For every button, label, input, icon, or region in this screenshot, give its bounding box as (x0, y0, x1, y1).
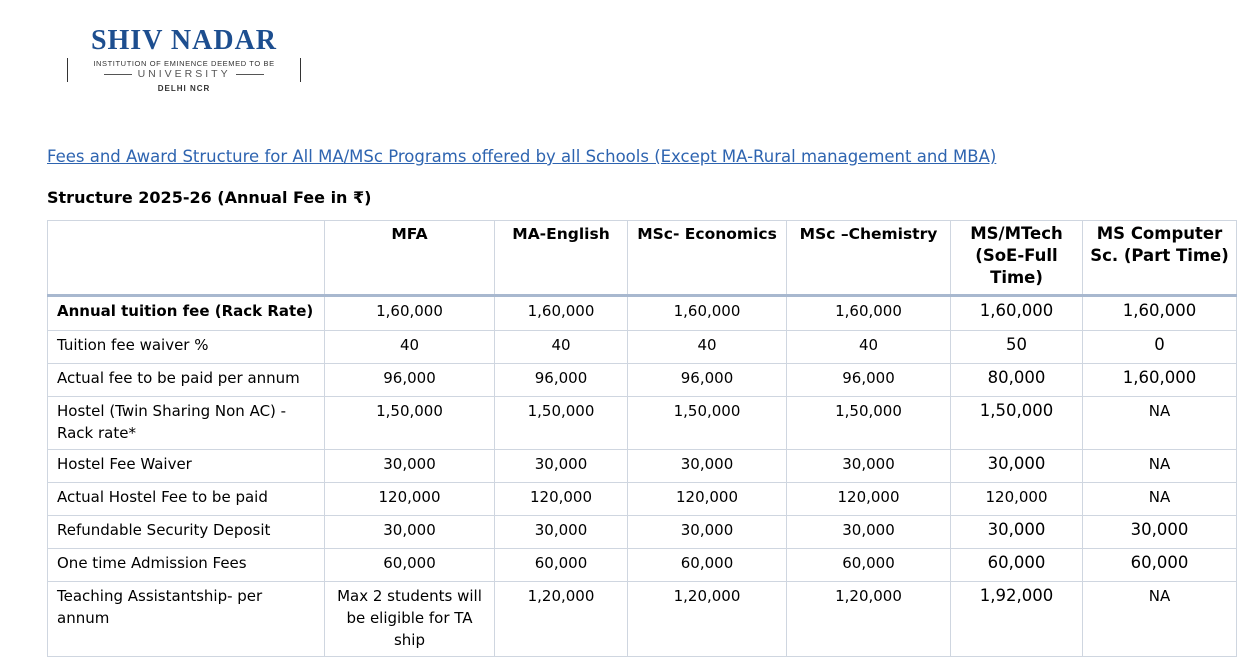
fees-table (47, 220, 1237, 657)
table-cell: 30,000 (628, 450, 787, 483)
column-header: MSc- Economics (628, 221, 787, 296)
row-label: Annual tuition fee (Rack Rate) (48, 296, 325, 331)
column-header (48, 221, 325, 296)
table-cell: 30,000 (787, 516, 951, 549)
row-label: Tuition fee waiver % (48, 331, 325, 364)
table-cell: 120,000 (495, 483, 628, 516)
table-cell: NA (1083, 483, 1237, 516)
table-cell: 96,000 (495, 364, 628, 397)
table-row (48, 549, 1237, 582)
table-row (48, 483, 1237, 516)
row-label: Teaching Assistantship- per annum (48, 582, 325, 657)
table-header-row (48, 221, 1237, 296)
row-label: Hostel (Twin Sharing Non AC) - Rack rate* (48, 397, 325, 450)
table-cell: 1,60,000 (1083, 296, 1237, 331)
table-cell: 60,000 (787, 549, 951, 582)
table-cell: 1,60,000 (628, 296, 787, 331)
table-row (48, 296, 1237, 331)
logo-tagline: INSTITUTION OF EMINENCE DEEMED TO BE (93, 59, 275, 68)
column-header: MFA (325, 221, 495, 296)
table-cell: 30,000 (1083, 516, 1237, 549)
table-cell: 96,000 (325, 364, 495, 397)
structure-title: Structure 2025-26 (Annual Fee in ₹) (47, 188, 372, 207)
table-cell: 1,50,000 (628, 397, 787, 450)
table-cell: 1,50,000 (325, 397, 495, 450)
row-label: Hostel Fee Waiver (48, 450, 325, 483)
column-header: MS/MTech (SoE-Full Time) (951, 221, 1083, 296)
logo-subtitle-box (67, 58, 301, 82)
table-cell: 1,50,000 (787, 397, 951, 450)
table-cell: 30,000 (951, 516, 1083, 549)
logo-city: DELHI NCR (157, 84, 211, 93)
table-cell: 30,000 (325, 516, 495, 549)
column-header: MS Computer Sc. (Part Time) (1083, 221, 1237, 296)
row-label: Actual Hostel Fee to be paid (48, 483, 325, 516)
table-cell: 1,92,000 (951, 582, 1083, 657)
table-cell: 96,000 (628, 364, 787, 397)
table-cell: 120,000 (951, 483, 1083, 516)
table-cell: 1,60,000 (787, 296, 951, 331)
table-row (48, 516, 1237, 549)
table-cell: 60,000 (495, 549, 628, 582)
row-label: Refundable Security Deposit (48, 516, 325, 549)
table-cell: 40 (495, 331, 628, 364)
table-cell: NA (1083, 450, 1237, 483)
table-cell: 1,60,000 (1083, 364, 1237, 397)
table-cell: NA (1083, 397, 1237, 450)
table-cell: 1,20,000 (495, 582, 628, 657)
table-cell: NA (1083, 582, 1237, 657)
table-cell: 30,000 (628, 516, 787, 549)
table-row (48, 450, 1237, 483)
table-cell: 30,000 (495, 450, 628, 483)
table-cell: 120,000 (787, 483, 951, 516)
table-cell: 30,000 (495, 516, 628, 549)
table-cell: 1,50,000 (495, 397, 628, 450)
university-logo (64, 26, 304, 93)
logo-dash-right (236, 74, 264, 75)
table-cell: 30,000 (951, 450, 1083, 483)
column-header: MSc –Chemistry (787, 221, 951, 296)
table-cell: 40 (628, 331, 787, 364)
logo-university-line (68, 68, 300, 80)
table-cell: 1,50,000 (951, 397, 1083, 450)
table-cell: 1,20,000 (628, 582, 787, 657)
table-cell: 120,000 (628, 483, 787, 516)
row-label: Actual fee to be paid per annum (48, 364, 325, 397)
table-cell: 120,000 (325, 483, 495, 516)
table-cell: 60,000 (628, 549, 787, 582)
table-cell: 40 (325, 331, 495, 364)
table-row (48, 331, 1237, 364)
table-cell: 60,000 (1083, 549, 1237, 582)
table-cell: 1,20,000 (787, 582, 951, 657)
table-cell: 0 (1083, 331, 1237, 364)
table-row (48, 364, 1237, 397)
fees-structure-link[interactable]: Fees and Award Structure for All MA/MSc Programs offered by all Schools (Except MA-Rural management and MBA) (47, 147, 997, 166)
table-cell: 1,60,000 (325, 296, 495, 331)
table-cell: 1,60,000 (951, 296, 1083, 331)
table-cell: 1,60,000 (495, 296, 628, 331)
table-cell: 30,000 (787, 450, 951, 483)
logo-university: UNIVERSITY (137, 68, 231, 80)
logo-name: SHIV NADAR (90, 25, 278, 56)
column-header: MA-English (495, 221, 628, 296)
table-row (48, 582, 1237, 657)
table-cell: 60,000 (325, 549, 495, 582)
logo-dash-left (104, 74, 132, 75)
table-cell: 80,000 (951, 364, 1083, 397)
table-cell: 40 (787, 331, 951, 364)
table-cell: 60,000 (951, 549, 1083, 582)
table-row (48, 397, 1237, 450)
table-cell: 50 (951, 331, 1083, 364)
row-label: One time Admission Fees (48, 549, 325, 582)
table-cell: Max 2 students will be eligible for TA ship (325, 582, 495, 657)
table-cell: 30,000 (325, 450, 495, 483)
table-cell: 96,000 (787, 364, 951, 397)
